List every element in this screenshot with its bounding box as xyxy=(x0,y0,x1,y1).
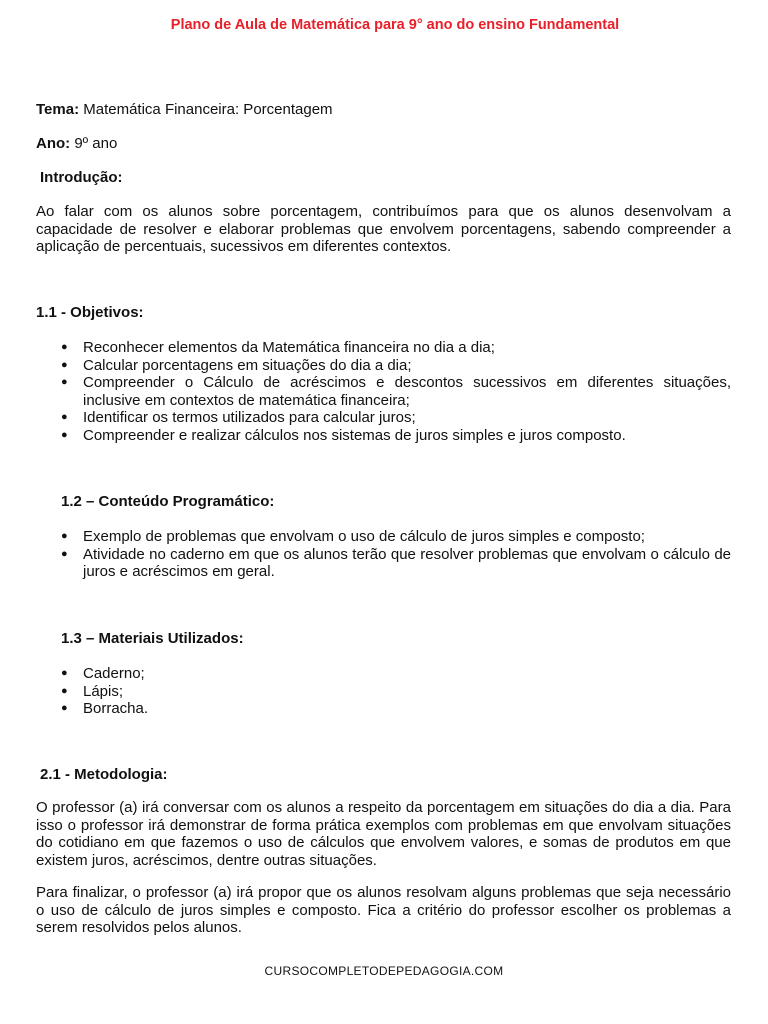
materiais-heading: 1.3 – Materiais Utilizados: xyxy=(61,630,244,647)
bullet-icon: ● xyxy=(61,684,68,697)
bullet-icon: ● xyxy=(61,376,68,389)
list-item: ● Atividade no caderno em que os alunos terão que resolver problemas que envolvam o cálculo de juros e acréscimos em geral. xyxy=(61,545,731,581)
metodologia-paragraph-2: Para finalizar, o professor (a) irá propor que os alunos resolvam alguns problemas que seja necessário o uso de cálculo de juros simples e composto. Fica a critério do professor escolher os problemas a serem resolvidos pelos alunos. xyxy=(36,884,731,937)
list-item: ● Reconhecer elementos da Matemática financeira no dia a dia; xyxy=(61,339,495,356)
introducao-heading: Introdução: xyxy=(40,169,123,186)
bullet-icon: ● xyxy=(61,411,68,424)
conteudo-heading: 1.2 – Conteúdo Programático: xyxy=(61,493,275,510)
list-item: ● Caderno; xyxy=(61,665,145,682)
list-item: ● Identificar os termos utilizados para calcular juros; xyxy=(61,409,416,427)
tema-label: Tema: xyxy=(36,101,80,118)
list-item: ● Lápis; xyxy=(61,682,124,700)
bullet-icon: ● xyxy=(61,702,68,715)
list-item: ● Exemplo de problemas que envolvam o uso de cálculo de juros simples e composto; xyxy=(61,528,645,545)
conteudo-list xyxy=(36,528,731,581)
tema-value: Matemática Financeira: Porcentagem xyxy=(79,101,333,118)
bullet-icon: ● xyxy=(61,547,68,560)
list-item: ● Borracha. xyxy=(61,700,149,718)
bullet-icon: ● xyxy=(61,358,68,371)
ano-label: Ano: xyxy=(36,135,71,152)
metodologia-paragraph-1: O professor (a) irá conversar com os alunos a respeito da porcentagem em situações do dia a dia. Para isso o professor irá demonstrar de forma prática exemplos com problemas em que envolvam situações do cotidiano em que fazemos o uso de cálculos que envolvem valores, e somas de produtos em que existem juros, acréscimos, dentre outras situações. xyxy=(36,799,731,869)
objetivos-list xyxy=(36,339,731,445)
metodologia-heading: 2.1 - Metodologia: xyxy=(40,766,168,783)
objetivos-heading: 1.1 - Objetivos: xyxy=(36,304,144,321)
tema-line xyxy=(36,101,731,119)
bullet-icon: ● xyxy=(61,341,68,353)
list-item: ● Compreender e realizar cálculos nos sistemas de juros simples e juros composto. xyxy=(61,426,626,444)
footer-site: CURSOCOMPLETODEPEDAGOGIA.COM xyxy=(264,964,504,978)
ano-value: 9º ano xyxy=(70,135,118,152)
list-item: ● Compreender o Cálculo de acréscimos e descontos sucessivos em diferentes situações, inclusive em contextos de matemática financeira; xyxy=(61,374,731,409)
materiais-list xyxy=(36,665,731,718)
bullet-icon: ● xyxy=(61,530,68,542)
introducao-text: Ao falar com os alunos sobre porcentagem, contribuímos para que os alunos desenvolvam a capacidade de resolver e elaborar problemas que envolvem porcentagens, sabendo compreender a aplicação de percentuais, sucessivos em diferentes contextos. xyxy=(36,203,731,256)
bullet-icon: ● xyxy=(61,428,68,441)
ano-line xyxy=(36,135,731,153)
list-item: ● Calcular porcentagens em situações do dia a dia; xyxy=(61,356,412,374)
document-title: Plano de Aula de Matemática para 9° ano do ensino Fundamental xyxy=(170,17,620,33)
bullet-icon: ● xyxy=(61,667,68,679)
